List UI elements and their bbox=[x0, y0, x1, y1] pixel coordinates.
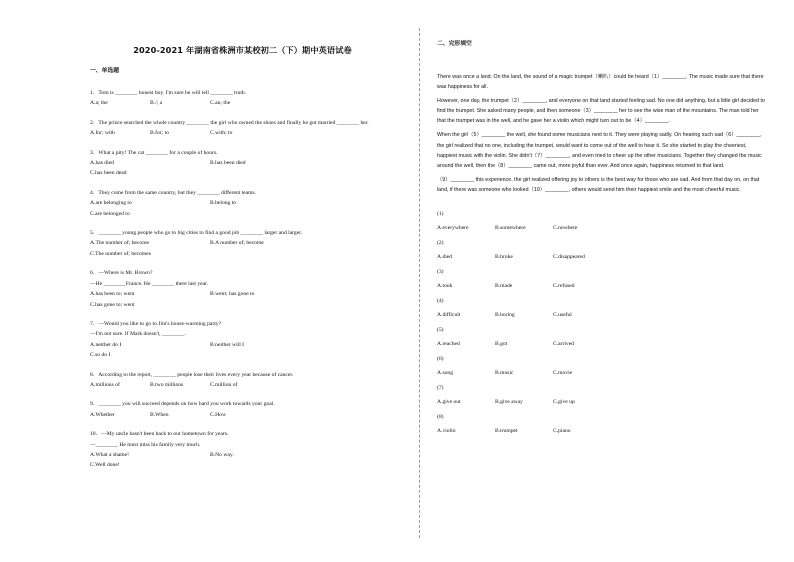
passage-paragraph: （9）________ this experience, the girl realized offering joy to others is the best way for those who are sad. And from that day on, on that land, if there was someone who looked（10）________, others would send him their happiest smile and the most cheerful music. bbox=[437, 176, 760, 193]
options-row bbox=[90, 289, 395, 299]
cloze-question bbox=[437, 267, 767, 291]
option-b: B.made bbox=[495, 283, 513, 290]
option-a: A.difficult bbox=[437, 312, 461, 319]
cloze-questions bbox=[437, 209, 767, 436]
question-stem: 1．Tom is ________ honest boy. I'm sure he will tell ________ truth. bbox=[90, 90, 247, 96]
option-c: C.The number of; becomes bbox=[90, 250, 151, 257]
cloze-question-number: (2) bbox=[437, 240, 444, 247]
left-column bbox=[90, 40, 395, 480]
cloze-question-number: (1) bbox=[437, 211, 444, 218]
question-stem: 2．The prince searched the whole country ________ the girl who owned the shoes and finally he got married ________ her. bbox=[90, 119, 369, 126]
question-item bbox=[90, 148, 395, 179]
cloze-question-number: (6) bbox=[437, 356, 444, 363]
question-stem: 6．—Where is Mr. Brown? bbox=[90, 270, 153, 277]
option-c: C.give up bbox=[553, 399, 575, 406]
option-c: C.useful bbox=[553, 312, 572, 319]
option-c: C.has been dead bbox=[90, 170, 127, 177]
cloze-question bbox=[437, 412, 767, 436]
option-a: A.everywhere bbox=[437, 225, 469, 232]
option-a: A.song bbox=[437, 370, 454, 377]
question-item bbox=[90, 228, 395, 259]
question-stem: 3．What a pity! The cat ________ for a couple of hours. bbox=[90, 149, 218, 156]
exam-title: 2020-2021 年湖南省株洲市某校初二（下）期中英语试卷 bbox=[133, 45, 352, 55]
option-c: C.piano bbox=[553, 428, 571, 435]
option-b: B./; a bbox=[150, 100, 163, 107]
question-options bbox=[90, 128, 395, 138]
option-a: A.millions of bbox=[90, 381, 120, 388]
option-a: A.The number of; become bbox=[90, 240, 150, 247]
option-c: C.Well done! bbox=[90, 462, 120, 469]
option-b: B.got bbox=[495, 341, 508, 348]
option-a: A.What a shame! bbox=[90, 451, 129, 458]
option-c: C.How bbox=[210, 411, 227, 418]
option-b: B.went; has gone to bbox=[210, 291, 255, 298]
column-divider bbox=[419, 28, 420, 538]
section-cloze: 二、完形填空 bbox=[437, 41, 472, 47]
option-a: A.neither do I bbox=[90, 341, 122, 348]
option-c: C.are belonged to bbox=[90, 210, 130, 217]
option-b: B.boring bbox=[495, 312, 515, 319]
option-b: B.give away bbox=[495, 399, 523, 406]
option-c: C.million of bbox=[210, 381, 238, 388]
section-single-choice: 一、单选题 bbox=[90, 68, 119, 74]
question-stem: 9．________ you will succeed depends on how hard you work towards your goal. bbox=[90, 401, 275, 408]
option-a: A.took bbox=[437, 283, 453, 290]
option-a: A.Whether bbox=[90, 411, 115, 418]
passage-paragraph: When the girl（5）________ the well, she found some musicians next to it. They were playing sadly. On hearing such sad（6）________, the girl realized that no one, including the trumpet, would want to come out of the well to hear it. So she started to play the cheeriest, happiest music with the violin. She didn't（7）________, and even tried to cheer up the other musicians. Together they changed the music around the well, then the（8）________ came out, more joyful than ever. And once again, happiness returned to that land. bbox=[437, 132, 762, 169]
option-b: B.belong to bbox=[210, 200, 237, 207]
question-stem: —I'm not sure. If Mark doesn't, ________. bbox=[90, 331, 186, 338]
cloze-question bbox=[437, 238, 767, 262]
option-b: B.No way. bbox=[210, 451, 234, 458]
question-item bbox=[90, 429, 395, 471]
cloze-question bbox=[437, 383, 767, 407]
options-row bbox=[90, 158, 395, 168]
option-b: B.neither will I bbox=[210, 341, 245, 348]
question-item bbox=[90, 370, 395, 391]
cloze-options bbox=[437, 339, 767, 349]
question-stem: —________ He must miss his family very much. bbox=[90, 441, 201, 448]
question-options bbox=[90, 380, 395, 390]
question-stem: 5．________ young people who go to big cities to find a good job ________ larger and larger. bbox=[90, 230, 303, 237]
option-c: C.nowhere bbox=[553, 225, 578, 232]
cloze-question bbox=[437, 325, 767, 349]
cloze-question-number: (8) bbox=[437, 414, 444, 421]
option-a: A.violin bbox=[437, 428, 456, 435]
single-choice-questions bbox=[90, 88, 395, 471]
option-a: A.for; with bbox=[90, 130, 115, 137]
cloze-options bbox=[437, 368, 767, 378]
question-stem: 10．—My uncle hasn't been back to our hometown for years. bbox=[90, 431, 229, 438]
cloze-question bbox=[437, 354, 767, 378]
option-c: C.movie bbox=[553, 370, 573, 377]
question-options bbox=[90, 98, 395, 108]
options-row bbox=[90, 238, 395, 248]
options-row bbox=[90, 198, 395, 208]
cloze-passage bbox=[437, 72, 767, 195]
option-b: B.When bbox=[150, 411, 169, 418]
option-c: C.with; to bbox=[210, 130, 233, 137]
right-column bbox=[437, 38, 767, 441]
option-c: C.so do I bbox=[90, 352, 111, 359]
option-b: B.for; to bbox=[150, 130, 169, 137]
passage-paragraph: However, one day, the trumpet（2）________, and everyone on that land started feeling sad. No one did anything, but a little girl decided to find the trumpet. She asked many people, and then someone（3）________ her to see the wise man of the mountains. The man told her that the trumpet was in the well, and he gave her a violin which might turn out to be（4）________. bbox=[437, 98, 765, 125]
option-b: B.broke bbox=[495, 254, 513, 261]
cloze-options bbox=[437, 426, 767, 436]
passage-paragraph: There was once a land. On the land, the sound of a magic trumpet（喇叭）could be heard（1）________. The music made sure that there was happiness for all. bbox=[437, 74, 764, 91]
option-c: C.disappeared bbox=[553, 254, 585, 261]
option-b: B.trumpet bbox=[495, 428, 518, 435]
option-b: B.music bbox=[495, 370, 514, 377]
option-b: B.has been died bbox=[210, 160, 246, 167]
option-a: A.died bbox=[437, 254, 453, 261]
cloze-question-number: (7) bbox=[437, 385, 444, 392]
option-a: A.has died bbox=[90, 160, 114, 167]
question-item bbox=[90, 319, 395, 361]
options-row bbox=[90, 450, 395, 460]
cloze-question-number: (4) bbox=[437, 298, 444, 305]
cloze-question-number: (5) bbox=[437, 327, 444, 334]
cloze-question-number: (3) bbox=[437, 269, 444, 276]
option-b: B.two millions bbox=[150, 381, 184, 388]
question-item bbox=[90, 399, 395, 420]
option-a: A.reached bbox=[437, 341, 460, 348]
option-a: A.give out bbox=[437, 399, 461, 406]
question-stem: 7．—Would you like to go to Jim's house-warming party? bbox=[90, 320, 222, 327]
question-stem: 8．According to the report, ________ people lose their lives every year because of cancer. bbox=[90, 371, 294, 378]
option-b: B.A number of; become bbox=[210, 240, 264, 247]
cloze-question bbox=[437, 296, 767, 320]
cloze-options bbox=[437, 252, 767, 262]
question-item bbox=[90, 188, 395, 219]
option-c: C.refused bbox=[553, 283, 575, 290]
option-a: A.a; the bbox=[90, 100, 108, 107]
cloze-options bbox=[437, 310, 767, 320]
cloze-options bbox=[437, 223, 767, 233]
option-c: C.an; the bbox=[210, 100, 231, 107]
question-item bbox=[90, 88, 395, 109]
options-row bbox=[90, 340, 395, 350]
cloze-options bbox=[437, 397, 767, 407]
question-stem: —He ________France. He ________ there last year. bbox=[90, 280, 209, 287]
option-a: A.are belonging to bbox=[90, 200, 132, 207]
question-options bbox=[90, 410, 395, 420]
cloze-question bbox=[437, 209, 767, 233]
question-stem: 4．They come from the same country, but they ________ different teams. bbox=[90, 189, 257, 196]
option-c: C.arrived bbox=[553, 341, 574, 348]
question-item bbox=[90, 118, 395, 139]
question-item bbox=[90, 268, 395, 310]
option-b: B.somewhere bbox=[495, 225, 526, 232]
cloze-options bbox=[437, 281, 767, 291]
option-a: A.has been to; went bbox=[90, 291, 135, 298]
option-c: C.has gone to; went bbox=[90, 301, 135, 308]
